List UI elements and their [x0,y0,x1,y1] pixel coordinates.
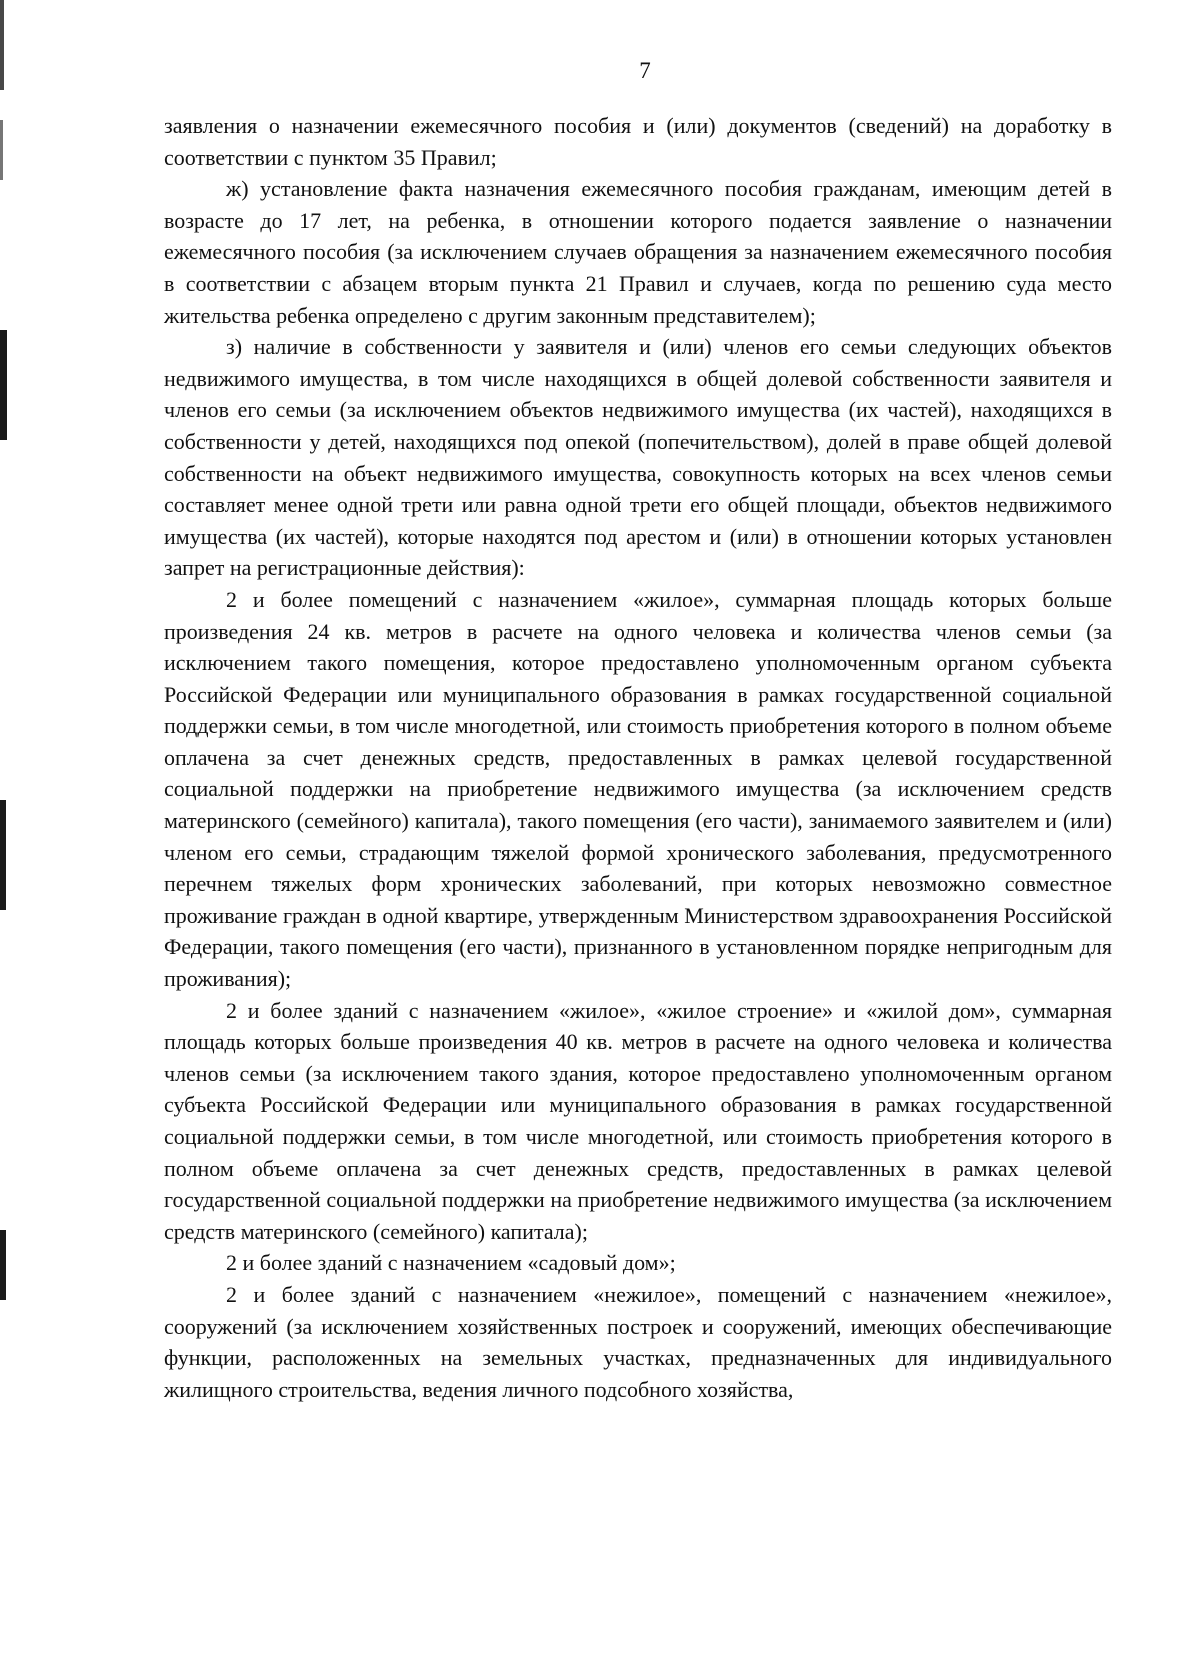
paragraph: 2 и более помещений с назначением «жилое», суммарная площадь которых больше произведения 24 кв. метров в расчете на одного человека и количества членов семьи (за исключением такого помещения, которое предоставлено уполномоченным органом субъекта Российской Федерации или муниципального образования в рамках государственной социальной поддержки семьи, в том числе многодетной, или стоимость приобретения которого в полном объеме оплачена за счет денежных средств, предоставленных в рамках целевой государственной социальной поддержки на приобретение недвижимого имущества (за исключением средств материнского (семейного) капитала), такого помещения (его части), занимаемого заявителем и (или) членом его семьи, страдающим тяжелой формой хронического заболевания, предусмотренного перечнем тяжелых форм хронических заболеваний, при которых невозможно совместное проживание граждан в одной квартире, утвержденным Министерством здравоохранения Российской Федерации, такого помещения (его части), признанного в установленном порядке непригодным для проживания); [164,586,1112,992]
paragraph: 2 и более зданий с назначением «нежилое», помещений с назначением «нежилое», сооружений (за исключением хозяйственных построек и сооружений, имеющих обеспечивающие функции, расположенных на земельных участках, предназначенных для индивидуального жилищного строительства, ведения личного подсобного хозяйства, [164,1281,1112,1402]
page-number: 7 [639,58,651,83]
paragraph: заявления о назначении ежемесячного пособия и (или) документов (сведений) на доработку в соответствии с пунктом 35 Правил; [164,113,1112,170]
paragraph: з) наличие в собственности у заявителя и (или) членов его семьи следующих объектов недвижимого имущества, в том числе находящихся в общей долевой собственности заявителя и членов его семьи (за исключением объектов недвижимого имущества (их частей), находящихся в собственности у детей, находящихся под опекой (попечительством), долей в праве общей долевой собственности на объект недвижимого имущества, совокупность которых на всех членов семьи составляет менее одной трети или равна одной трети его общей площади, объектов недвижимого имущества (их частей), которые находятся под арестом и (или) в отношении которых установлен запрет на регистрационные действия): [164,334,1112,581]
scan-edge-mark [0,120,3,180]
scan-edge-mark [0,1230,6,1300]
paragraph: ж) установление факта назначения ежемесячного пособия гражданам, имеющим детей в возрасте до 17 лет, на ребенка, в отношении которого подается заявление о назначении ежемесячного пособия (за исключением случаев обращения за назначением ежемесячного пособия в соответствии с абзацем вторым пункта 21 Правил и случаев, когда по решению суда место жительства ребенка определено с другим законным представителем); [164,176,1112,328]
paragraph: 2 и более зданий с назначением «жилое», «жилое строение» и «жилой дом», суммарная площадь которых больше произведения 40 кв. метров в расчете на одного человека и количества членов семьи (за исключением такого здания, которое предоставлено уполномоченным органом субъекта Российской Федерации или муниципального образования в рамках государственной социальной поддержки семьи, в том числе многодетной, или стоимость приобретения которого в полном объеме оплачена за счет денежных средств, предоставленных в рамках целевой государственной социальной поддержки на приобретение недвижимого имущества (за исключением средств материнского (семейного) капитала); [164,997,1112,1244]
paragraph: 2 и более зданий с назначением «садовый дом»; [226,1250,676,1276]
scan-edge-mark [0,800,6,910]
document-body [164,110,1112,1405]
scan-edge-mark [0,330,7,440]
